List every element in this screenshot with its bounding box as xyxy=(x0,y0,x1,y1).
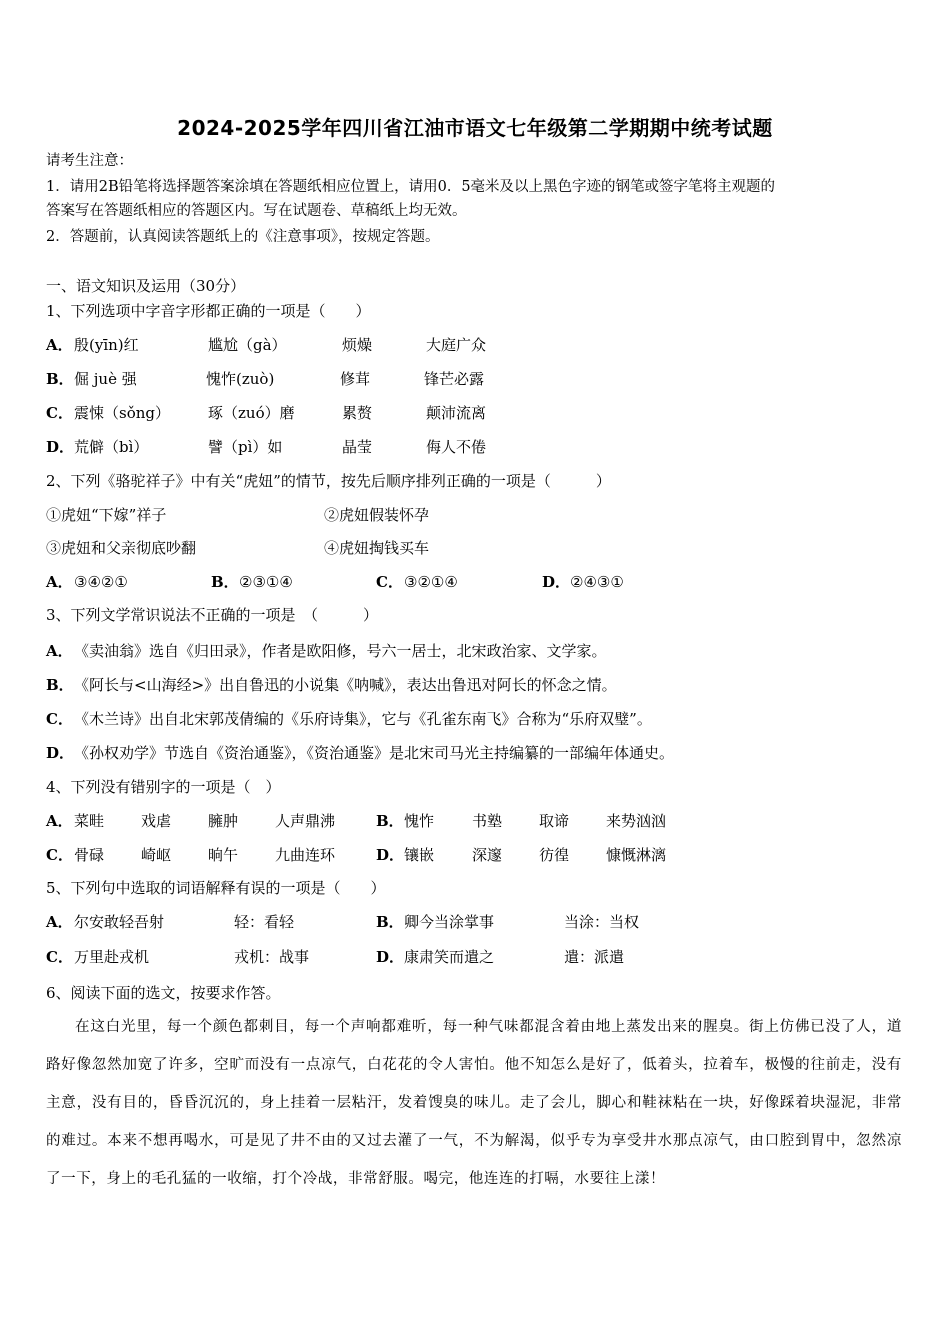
option-note: 当涂：当权 xyxy=(564,913,640,931)
option-label: B． xyxy=(376,812,404,830)
option-label: B． xyxy=(46,370,74,388)
option-label: C． xyxy=(46,948,73,966)
option-cell: 慷慨淋漓 xyxy=(606,846,667,864)
option-cell: 颠沛流离 xyxy=(426,404,487,422)
option-cell: 取谛 xyxy=(539,812,570,830)
question-5-stem: 5、下列句中选取的词语解释有误的一项是（ ） xyxy=(46,879,386,897)
option-label: A． xyxy=(46,642,73,660)
question-2-stem: 2、下列《骆驼祥子》中有关“虎妞”的情节，按先后顺序排列正确的一项是（ ） xyxy=(46,472,611,490)
option-cell: 尴尬（gà） xyxy=(208,336,287,354)
option-label: A． xyxy=(46,812,73,830)
option-cell: 晶莹 xyxy=(342,438,373,456)
option-cell: 深邃 xyxy=(472,846,503,864)
question-4-stem: 4、下列没有错别字的一项是（ ） xyxy=(46,778,281,796)
option-label: C． xyxy=(46,404,73,422)
option-cell: 晌午 xyxy=(208,846,239,864)
notice-heading: 请考生注意： xyxy=(46,153,133,169)
option-label: C． xyxy=(46,710,73,728)
option-text: 《木兰诗》出自北宋郭茂倩编的《乐府诗集》，它与《孔雀东南飞》合称为“乐府双璧”。 xyxy=(74,710,652,728)
option-cell: 镶嵌 xyxy=(404,846,435,864)
notice-item-1-line-2: 答案写在答题纸相应的答题区内。写在试题卷、草稿纸上均无效。 xyxy=(46,203,467,219)
option-note: 戎机：战事 xyxy=(234,948,310,966)
option-text: ②③①④ xyxy=(239,573,293,591)
option-label: C． xyxy=(46,846,73,864)
option-label: D． xyxy=(46,438,75,456)
option-text: ③②①④ xyxy=(404,573,458,591)
option-label: B． xyxy=(376,913,404,931)
exam-title: 2024-2025学年四川省江油市语文七年级第二学期期中统考试题 xyxy=(177,116,773,140)
option-text: 卿今当涂掌事 xyxy=(404,913,495,931)
option-text: 《孙权劝学》节选自《资治通鉴》，《资治通鉴》是北宋司马光主持编纂的一部编年体通史。 xyxy=(74,744,675,762)
question-3-stem: 3、下列文学常识说法不正确的一项是 （ ） xyxy=(46,606,379,624)
option-cell: 烦燥 xyxy=(342,336,373,354)
option-cell: 大庭广众 xyxy=(426,336,487,354)
option-cell: 荒僻（bì） xyxy=(74,438,149,456)
notice-item-1-line-1: 1．请用2B铅笔将选择题答案涂填在答题纸相应位置上，请用0．5毫米及以上黑色字迹的钢笔或签字笔将主观题的 xyxy=(46,179,776,195)
option-cell: 骨碌 xyxy=(74,846,105,864)
option-label: A． xyxy=(46,336,73,354)
option-cell: 譬（pì）如 xyxy=(208,438,283,456)
option-text: 康肃笑而遣之 xyxy=(404,948,495,966)
option-cell: 戏虐 xyxy=(141,812,172,830)
option-label: D． xyxy=(376,846,405,864)
option-label: D． xyxy=(46,744,75,762)
question-6-stem: 6、阅读下面的选文，按要求作答。 xyxy=(46,984,281,1002)
question-1-stem: 1、下列选项中字音字形都正确的一项是（ ） xyxy=(46,302,371,320)
option-cell: 彷徨 xyxy=(539,846,570,864)
option-cell: 倔 juè 强 xyxy=(74,370,137,388)
option-cell: 菜畦 xyxy=(74,812,105,830)
option-label: D． xyxy=(376,948,405,966)
option-text: 尔安敢轻吾射 xyxy=(74,913,165,931)
option-text: 《阿长与<山海经>》出自鲁迅的小说集《呐喊》，表达出鲁迅对阿长的怀念之情。 xyxy=(74,676,617,694)
option-label: C． xyxy=(376,573,403,591)
option-cell: 修茸 xyxy=(340,370,371,388)
option-cell: 累赘 xyxy=(342,404,373,422)
option-cell: 臃肿 xyxy=(208,812,239,830)
option-cell: 崎岖 xyxy=(141,846,172,864)
option-cell: 侮人不倦 xyxy=(426,438,487,456)
option-note: 轻：看轻 xyxy=(234,913,295,931)
option-label: B． xyxy=(46,676,74,694)
plot-item: ②虎妞假装怀孕 xyxy=(324,506,430,524)
option-cell: 震悚（sǒng） xyxy=(74,404,170,422)
option-cell: 人声鼎沸 xyxy=(275,812,336,830)
option-text: 《卖油翁》选自《归田录》，作者是欧阳修，号六一居士，北宋政治家、文学家。 xyxy=(74,642,607,660)
reading-passage: 在这白光里，每一个颜色都刺目，每一个声响都难听，每一种气味都混含着由地上蒸发出来的腥臭。街上仿佛已没了人，道路好像忽然加宽了许多，空旷而没有一点凉气，白花花的令人害怕。他不知怎么是好了，低着头，拉着车，极慢的往前走，没有主意，没有目的，昏昏沉沉的，身上挂着一层粘汗，发着馊臭的味儿。走了会儿，脚心和鞋袜粘在一块，好像踩着块湿泥，非常的难过。本来不想再喝水，可是见了井不由的又过去灌了一气，不为解渴，似乎专为享受井水那点凉气，由口腔到胃中，忽然凉了一下，身上的毛孔猛的一收缩，打个冷战，非常舒服。喝完，他连连的打嗝，水要往上漾！ xyxy=(46,1019,902,1187)
option-cell: 殷(yīn)红 xyxy=(74,336,139,354)
option-text: ③④②① xyxy=(74,573,128,591)
plot-item: ①虎妞“下嫁”祥子 xyxy=(46,506,167,524)
option-cell: 九曲连环 xyxy=(275,846,336,864)
option-label: A． xyxy=(46,573,73,591)
option-label: A． xyxy=(46,913,73,931)
option-text: ②④③① xyxy=(570,573,624,591)
section-heading: 一、语文知识及运用（30分） xyxy=(46,277,246,295)
option-label: D． xyxy=(542,573,571,591)
option-label: B． xyxy=(211,573,239,591)
option-cell: 愧怍(zuò) xyxy=(206,370,275,388)
option-cell: 愧怍 xyxy=(404,812,435,830)
notice-item-2: 2．答题前，认真阅读答题纸上的《注意事项》，按规定答题。 xyxy=(46,229,440,245)
option-text: 万里赴戎机 xyxy=(74,948,150,966)
option-cell: 书塾 xyxy=(472,812,503,830)
option-cell: 来势汹汹 xyxy=(606,812,667,830)
option-cell: 琢（zuó）磨 xyxy=(208,404,295,422)
option-note: 遣：派遣 xyxy=(564,948,625,966)
option-cell: 锋芒必露 xyxy=(424,370,485,388)
plot-item: ④虎妞掏钱买车 xyxy=(324,539,430,557)
plot-item: ③虎妞和父亲彻底吵翻 xyxy=(46,539,197,557)
